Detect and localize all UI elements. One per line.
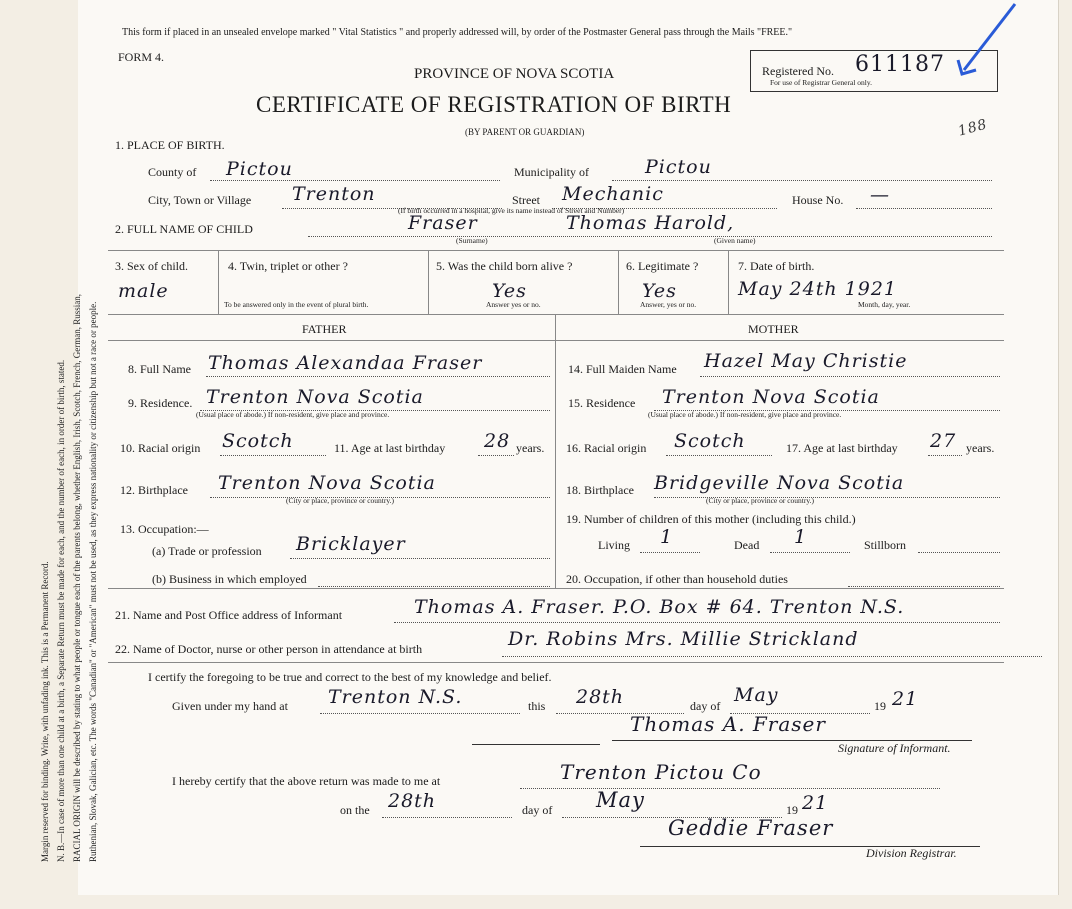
legit-note: Answer, yes or no. (640, 300, 697, 309)
father-birthplace-label: 12. Birthplace (120, 483, 188, 497)
mother-name-label: 14. Full Maiden Name (568, 362, 677, 376)
mother-birthplace-label: 18. Birthplace (566, 483, 634, 497)
given-label: Given under my hand at (172, 699, 288, 713)
registrar-year-prefix: 19 (786, 803, 798, 817)
registrar-day-value: 28th (388, 790, 437, 812)
mother-racial-label: 16. Racial origin (566, 441, 647, 455)
father-birthplace-value: Trenton Nova Scotia (218, 472, 436, 494)
surname-note: (Surname) (456, 236, 488, 245)
alive-label: 5. Was the child born alive ? (436, 259, 573, 273)
street-value: Mechanic (562, 183, 664, 205)
mother-age-label: 17. Age at last birthday (786, 441, 898, 455)
child-given-value: Thomas Harold, (566, 212, 735, 234)
alive-value: Yes (492, 280, 527, 302)
certify-dayof-label: day of (690, 699, 721, 713)
father-residence-note: (Usual place of abode.) If non-resident, give place and province. (196, 410, 390, 419)
date-note: Month, day, year. (858, 300, 911, 309)
father-years: years. (516, 441, 545, 455)
county-label: County of (148, 165, 197, 179)
father-age-value: 28 (484, 430, 511, 452)
father-heading: FATHER (302, 322, 347, 336)
dead-value: 1 (794, 526, 808, 548)
certify-month-value: May (734, 684, 779, 706)
registrar-month-value: May (596, 788, 645, 812)
mother-heading: MOTHER (748, 322, 799, 336)
father-racial-value: Scotch (222, 430, 294, 452)
father-residence-value: Trenton Nova Scotia (206, 386, 424, 408)
doctor-label: 22. Name of Doctor, nurse or other person in attendance at birth (115, 642, 423, 656)
given-note: (Given name) (714, 236, 756, 245)
twin-label: 4. Twin, triplet or other ? (228, 259, 348, 273)
living-value: 1 (660, 526, 674, 548)
registrar-text: I hereby certify that the above return was made to me at (172, 774, 441, 788)
living-label: Living (598, 538, 630, 552)
mother-birthplace-value: Bridgeville Nova Scotia (654, 472, 905, 494)
child-name-label: 2. FULL NAME OF CHILD (115, 222, 253, 236)
mother-racial-value: Scotch (674, 430, 746, 452)
dead-label: Dead (734, 538, 760, 552)
mother-residence-note: (Usual place of abode.) If non-resident, give place and province. (648, 410, 842, 419)
child-surname-value: Fraser (408, 212, 478, 234)
margin-note-3: RACIAL ORIGIN will be described by stating to what people or tongue each of the parents belong, whether English, Irish, Scotch, French, German, Russian, (72, 293, 82, 862)
mother-residence-value: Trenton Nova Scotia (662, 386, 880, 408)
certificate-subtitle: (BY PARENT OR GUARDIAN) (465, 127, 585, 137)
margin-note-4: Ruthenian, Slovak, Galician, etc. The words "Canadian" or "American" must not be used, as they express nationality or citizenship but not a race or people. (88, 301, 98, 862)
given-place-value: Trenton N.S. (328, 686, 463, 708)
mother-occupation-label: 20. Occupation, if other than household duties (566, 572, 788, 586)
registrar-year-value: 21 (802, 792, 829, 814)
county-value: Pictou (226, 158, 293, 180)
informant-signature: Thomas A. Fraser (630, 712, 826, 736)
town-value: Trenton (292, 183, 376, 205)
province-heading: PROVINCE OF NOVA SCOTIA (414, 66, 615, 82)
town-label: City, Town or Village (148, 193, 252, 207)
legit-label: 6. Legitimate ? (626, 259, 699, 273)
this-label: this (528, 699, 546, 713)
house-value: — (870, 184, 890, 206)
municipality-value: Pictou (645, 156, 712, 178)
mother-birthplace-note: (City or place, province or country.) (706, 496, 815, 505)
twin-note: To be answered only in the event of plural birth. (224, 300, 369, 309)
margin-note-1: Margin reserved for binding. Write, with unfading ink. This is a Permanent Record. (40, 561, 50, 862)
business-label: (b) Business in which employed (152, 572, 307, 586)
trade-label: (a) Trade or profession (152, 544, 262, 558)
on-the-label: on the (340, 803, 370, 817)
corner-mark: 188 (956, 116, 990, 140)
registrar-note: For use of Registrar General only. (770, 78, 872, 87)
street-label: Street (512, 193, 540, 207)
mother-age-value: 27 (930, 430, 957, 452)
sex-label: 3. Sex of child. (115, 259, 188, 273)
house-label: House No. (792, 193, 844, 207)
stillborn-label: Stillborn (864, 538, 907, 552)
father-birthplace-note: (City or place, province or country.) (286, 496, 395, 505)
date-value: May 24th 1921 (738, 278, 897, 300)
doctor-value: Dr. Robins Mrs. Millie Strickland (508, 628, 859, 650)
sex-value: male (118, 280, 169, 302)
municipality-label: Municipality of (514, 165, 589, 179)
father-residence-label: 9. Residence. (128, 396, 193, 410)
mother-name-value: Hazel May Christie (704, 350, 908, 372)
informant-value: Thomas A. Fraser. P.O. Box # 64. Trenton N.S. (414, 596, 905, 618)
father-age-label: 11. Age at last birthday (334, 441, 446, 455)
registrar-dayof-label: day of (522, 803, 553, 817)
division-registrar-label: Division Registrar. (866, 846, 957, 860)
mother-residence-label: 15. Residence (568, 396, 636, 410)
certify-year-value: 21 (892, 688, 919, 710)
date-label: 7. Date of birth. (738, 259, 815, 273)
alive-note: Answer yes or no. (486, 300, 541, 309)
legit-value: Yes (642, 280, 677, 302)
registered-label: Registered No. (762, 64, 834, 78)
postal-notice: This form if placed in an unsealed envelope marked " Vital Statistics " and properly addressed will, by order of the Postmaster General pass through the Mails "FREE." (122, 27, 793, 38)
signature-informant-label: Signature of Informant. (838, 741, 951, 755)
certify-day-value: 28th (576, 686, 625, 708)
mother-children-label: 19. Number of children of this mother (including this child.) (566, 512, 856, 526)
mother-years: years. (966, 441, 995, 455)
check-arrow-icon (950, 0, 1020, 80)
form-number: FORM 4. (118, 50, 165, 64)
father-name-value: Thomas Alexandaa Fraser (208, 352, 483, 374)
place-heading: 1. PLACE OF BIRTH. (115, 138, 225, 152)
father-racial-label: 10. Racial origin (120, 441, 201, 455)
certify-text: I certify the foregoing to be true and correct to the best of my knowledge and belief. (148, 670, 552, 684)
margin-note-2: N. B.—In case of more than one child at a birth, a Separate Return must be made for each, and the number of each, in order of birth, stated. (56, 359, 66, 862)
father-name-label: 8. Full Name (128, 362, 191, 376)
hospital-note: (If birth occurred in a hospital, give its name instead of Street and Number) (398, 206, 625, 215)
trade-value: Bricklayer (296, 533, 406, 555)
registrar-signature: Geddie Fraser (668, 816, 834, 840)
registered-number: 611187 (855, 52, 945, 77)
certify-year-prefix: 19 (874, 699, 886, 713)
certificate-title: CERTIFICATE OF REGISTRATION OF BIRTH (256, 92, 732, 117)
father-occupation-label: 13. Occupation:— (120, 522, 209, 536)
informant-label: 21. Name and Post Office address of Informant (115, 608, 343, 622)
registrar-place-value: Trenton Pictou Co (560, 760, 762, 784)
